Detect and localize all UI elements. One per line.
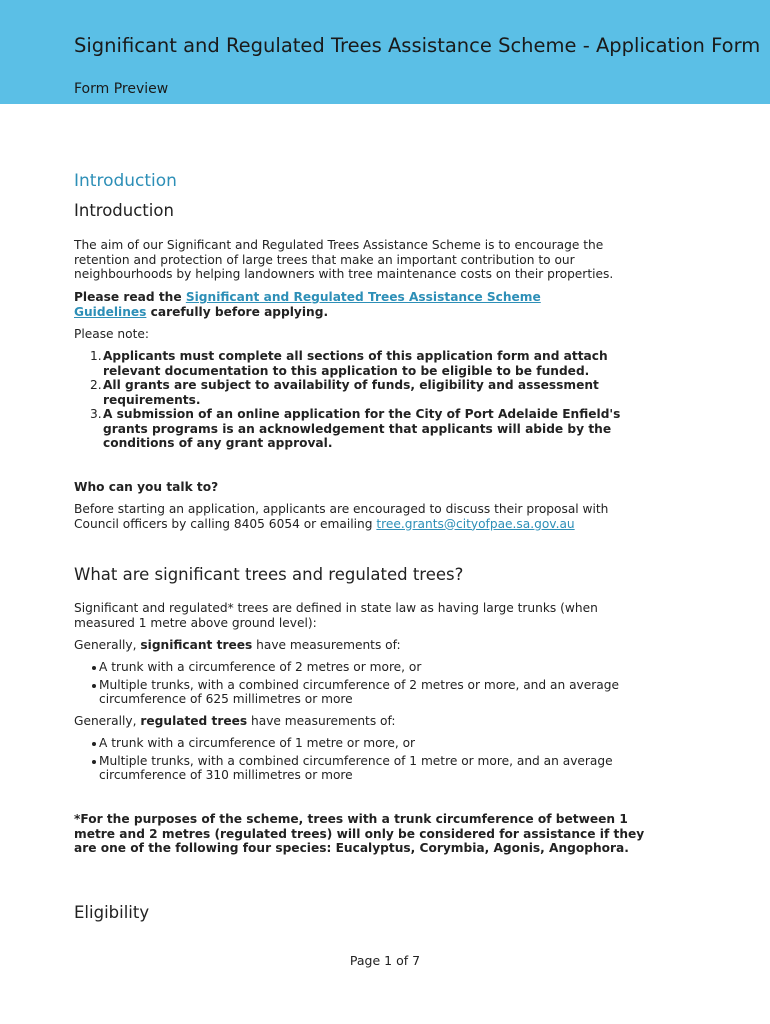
regulated-list bbox=[74, 736, 664, 786]
page-number: Page 1 of 7 bbox=[349, 953, 421, 968]
section-title-introduction: Introduction bbox=[74, 171, 177, 191]
list-item: 2. All grants are subject to availability of funds, eligibility and assessment requirements. bbox=[90, 378, 599, 407]
contact-text: Before starting an application, applicants are encouraged to discuss their proposal with Council officers by calling 8405 6054 or emailing tree.grants@cityofpae.sa.gov.au bbox=[74, 502, 609, 531]
form-header bbox=[0, 0, 770, 104]
list-item: A trunk with a circumference of 2 metres or more, or bbox=[74, 660, 664, 675]
read-prefix: Please read the bbox=[74, 290, 186, 304]
list-item: A trunk with a circumference of 1 metre or more, or bbox=[74, 736, 664, 751]
regulated-intro: Generally, regulated trees have measurements of: bbox=[74, 714, 396, 728]
guidelines-link[interactable]: Significant and Regulated Trees Assistance Scheme Guidelines bbox=[74, 290, 541, 319]
notes-list bbox=[74, 349, 654, 451]
read-suffix: carefully before applying. bbox=[146, 304, 329, 319]
heading-trees: What are significant trees and regulated trees? bbox=[74, 565, 464, 584]
heading-eligibility: Eligibility bbox=[74, 903, 150, 922]
form-subtitle: Form Preview bbox=[74, 81, 169, 97]
form-title: Significant and Regulated Trees Assistance Scheme - Application Form bbox=[74, 34, 761, 57]
email-link[interactable]: tree.grants@cityofpae.sa.gov.au bbox=[376, 516, 575, 531]
list-item: Multiple trunks, with a combined circumference of 2 metres or more, and an average circumference of 625 millimetres or more bbox=[74, 678, 664, 707]
contact-heading: Who can you talk to? bbox=[74, 480, 219, 494]
list-item: 1. Applicants must complete all sections of this application form and attach relevant documentation to this application to be eligible to be funded. bbox=[90, 349, 608, 378]
intro-paragraph: The aim of our Significant and Regulated Trees Assistance Scheme is to encourage the retention and protection of large trees that make an important contribution to our neighbourhoods by helping landowners with tree maintenance costs on their properties. bbox=[74, 238, 614, 281]
significant-intro: Generally, significant trees have measurements of: bbox=[74, 638, 401, 652]
significant-list bbox=[74, 660, 664, 710]
trees-definition: Significant and regulated* trees are defined in state law as having large trunks (when measured 1 metre above ground level): bbox=[74, 601, 598, 630]
trees-footnote: *For the purposes of the scheme, trees with a trunk circumference of between 1 metre and 2 metres (regulated trees) will only be considered for assistance if they are one of the following four species: Eucalyptus, Corymbia, Agonis, Angophora. bbox=[74, 812, 645, 855]
list-item: Multiple trunks, with a combined circumference of 1 metre or more, and an average circumference of 310 millimetres or more bbox=[74, 754, 664, 783]
note-label: Please note: bbox=[74, 327, 149, 341]
heading-introduction: Introduction bbox=[74, 201, 174, 220]
list-item: 3. A submission of an online application for the City of Port Adelaide Enfield's grants programs is an acknowledgement that applicants will abide by the conditions of any grant approval. bbox=[90, 407, 621, 450]
read-guidelines-text bbox=[74, 290, 594, 319]
